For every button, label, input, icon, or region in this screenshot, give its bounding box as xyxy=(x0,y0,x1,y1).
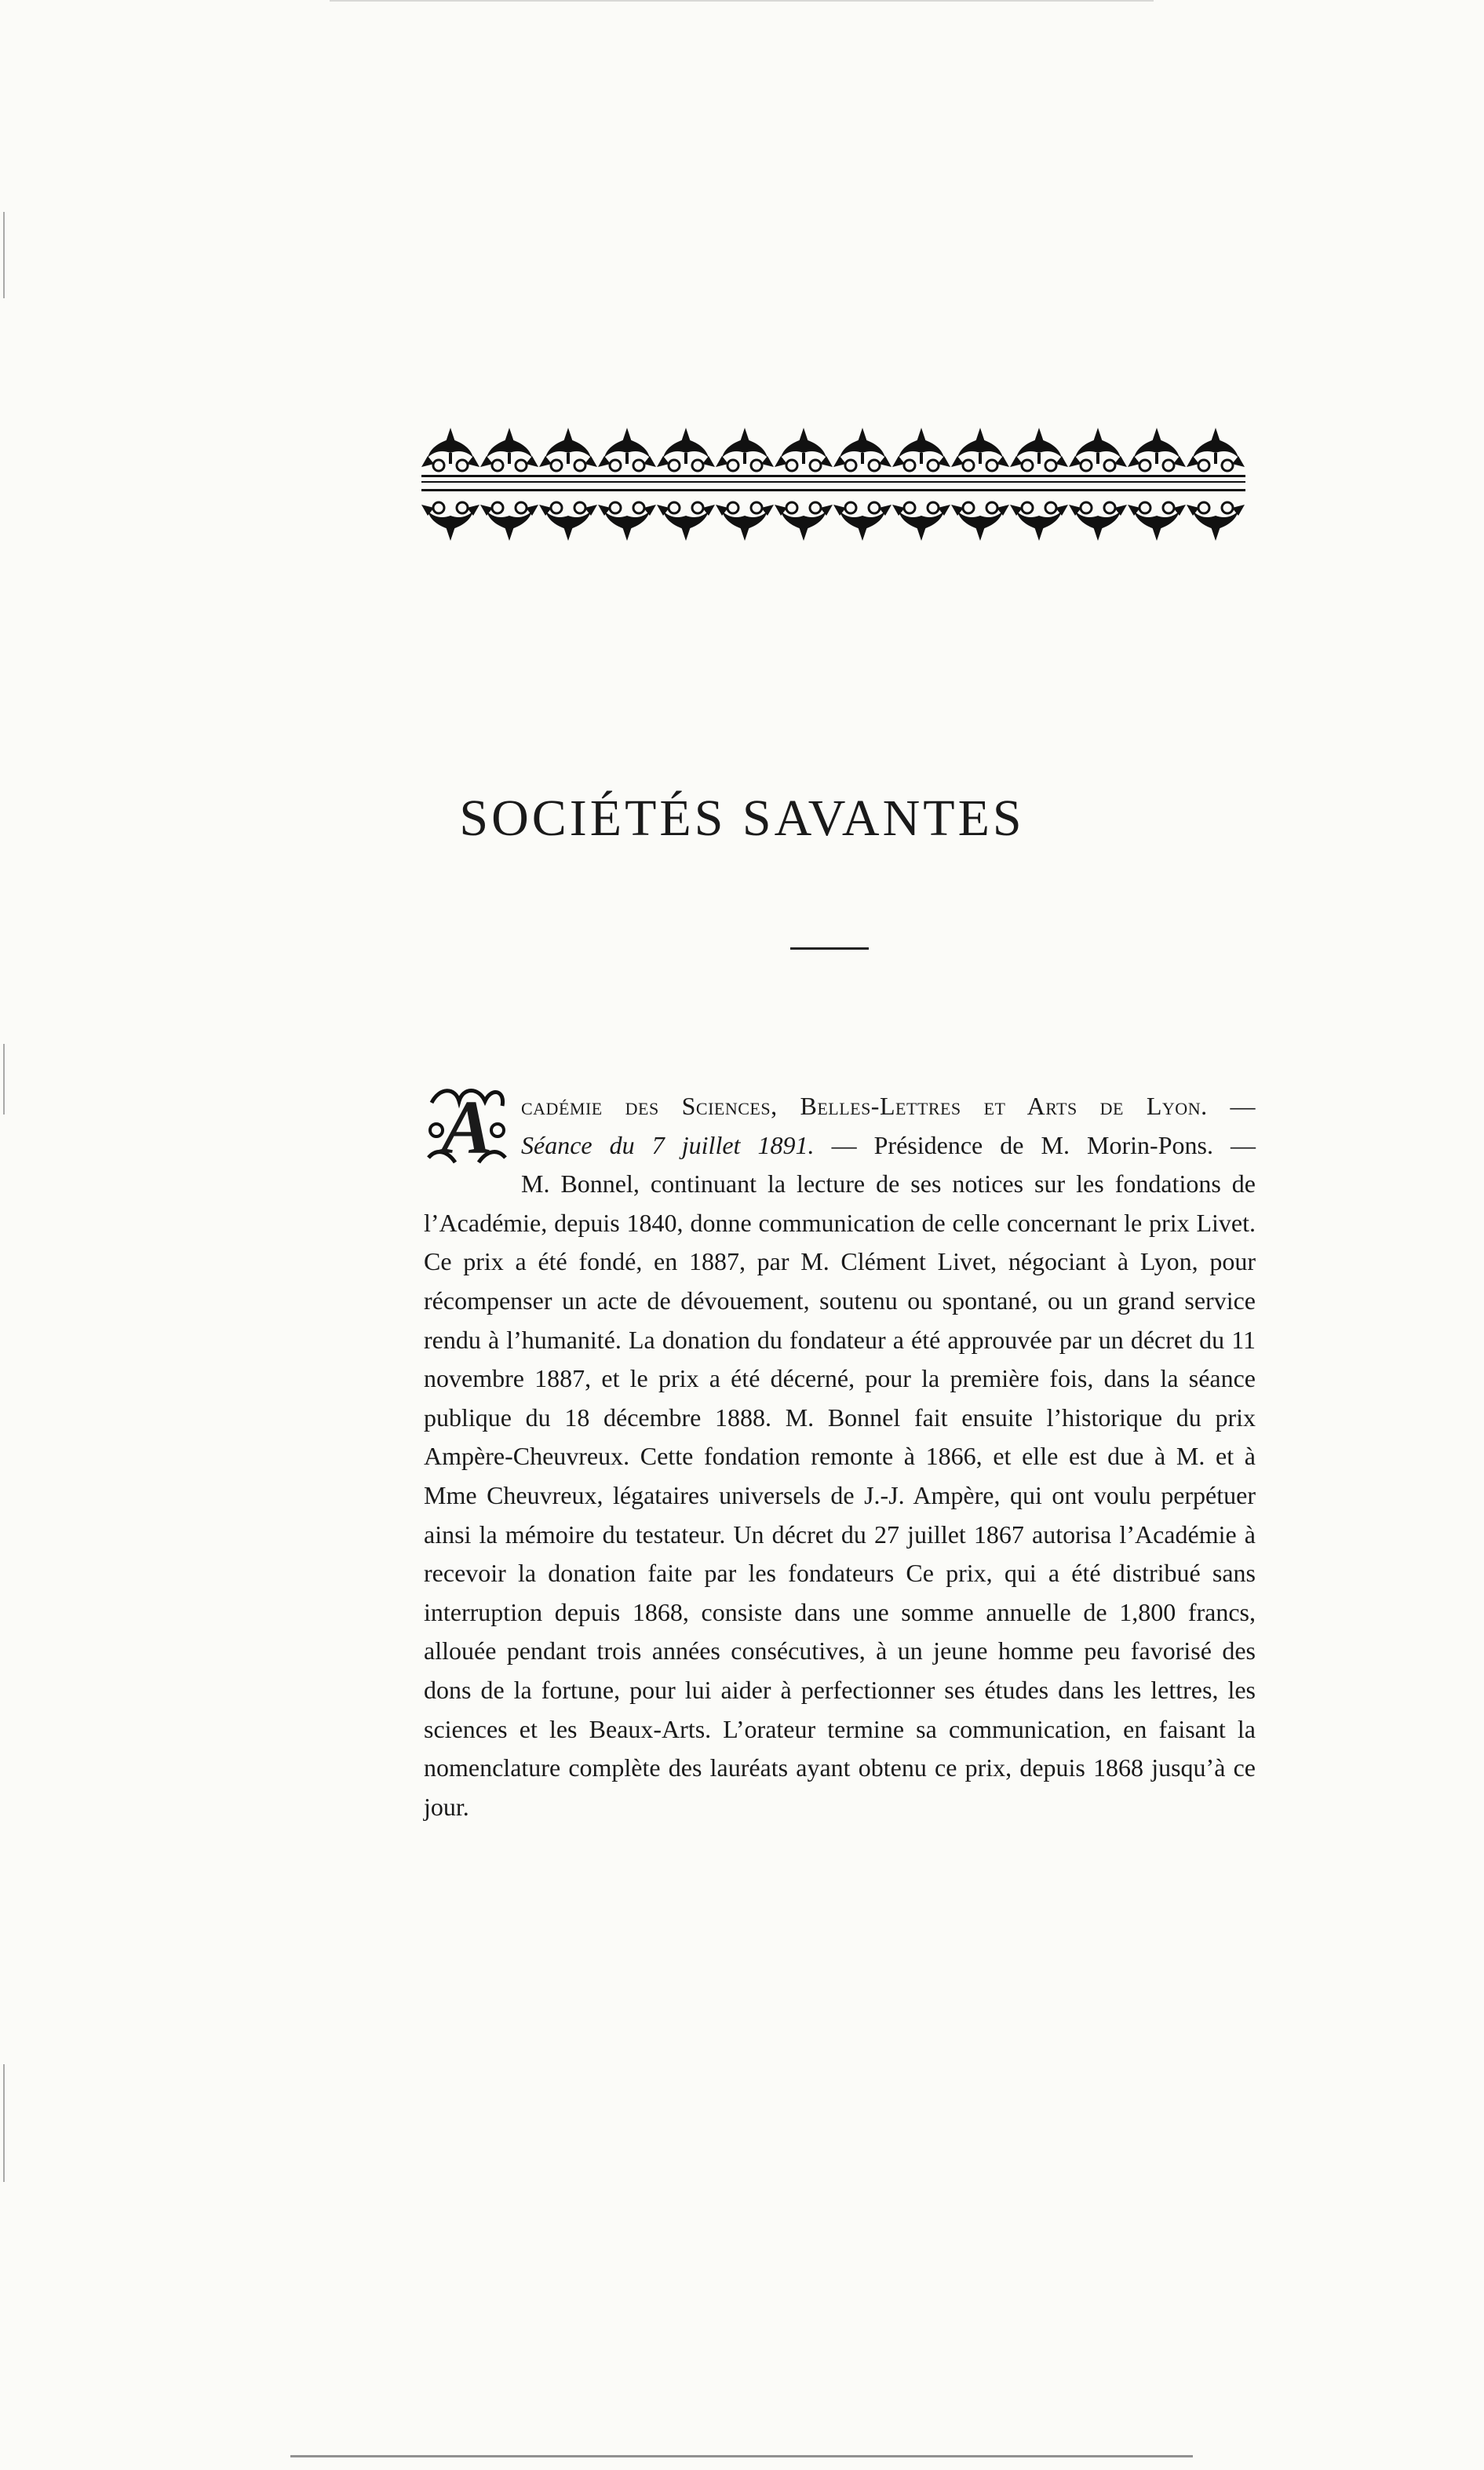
session-date: Séance du 7 juillet 1891. xyxy=(521,1130,815,1159)
page-bottom-edge xyxy=(290,2455,1193,2457)
margin-mark xyxy=(3,1044,5,1115)
margin-mark xyxy=(3,2064,5,2182)
presidency: — Présidence de M. Morin-Pons. — xyxy=(831,1130,1256,1159)
article-body: M. Bonnel, continuant la lecture de ses notices sur les fondations de l’Académie, depuis 1840, donne communication de celle concernant le prix Livet. Ce prix a été fondé, en 1887, par M. Clément Livet, négociant à Lyon, pour récompenser un acte de dévouement, soutenu ou spontané, ou un grand service rendu à l’humanité. La donation du fondateur a été approuvée par un décret du 11 novembre 1887, et le prix a été décerné, pour la première fois, dans la séance publique du 18 décembre 1888. M. Bonnel fait ensuite l’historique du prix Ampère-Cheuvreux. Cette fondation remonte à 1866, et elle est due à M. et à Mme Cheuvreux, légataires universels de J.-J. Ampère, qui ont voulu perpétuer ainsi la mémoire du testateur. Un décret du 27 juillet 1867 autorisa l’Académie à recevoir la donation faite par les fondateurs Ce prix, qui a été distribué sans interruption depuis 1868, consiste dans une somme annuelle de 1,800 francs, allouée pendant trois années consécutives, à un jeune homme peu favorisé des dons de la fortune, pour lui aider à perfectionner ses études dans les lettres, les sciences et les Beaux-Arts. L’orateur termine sa communication, en faisant la nomenclature complète des lauréats ayant obtenu ce prix, depuis 1868 jusqu’à ce jour. xyxy=(424,1169,1256,1821)
article-heading: cadémie des Sciences, Belles-Lettres et Arts de Lyon. — xyxy=(521,1092,1256,1120)
page-top-edge xyxy=(330,0,1154,2)
page-title: SOCIÉTÉS SAVANTES xyxy=(459,790,1025,847)
session-line xyxy=(424,1126,1256,1166)
dropcap-letter: A xyxy=(441,1085,493,1170)
title-rule xyxy=(790,947,869,950)
fleuron-ornament-icon xyxy=(421,418,1245,552)
margin-mark xyxy=(3,212,5,298)
dropcap xyxy=(424,1087,510,1169)
article xyxy=(424,1087,1256,1826)
